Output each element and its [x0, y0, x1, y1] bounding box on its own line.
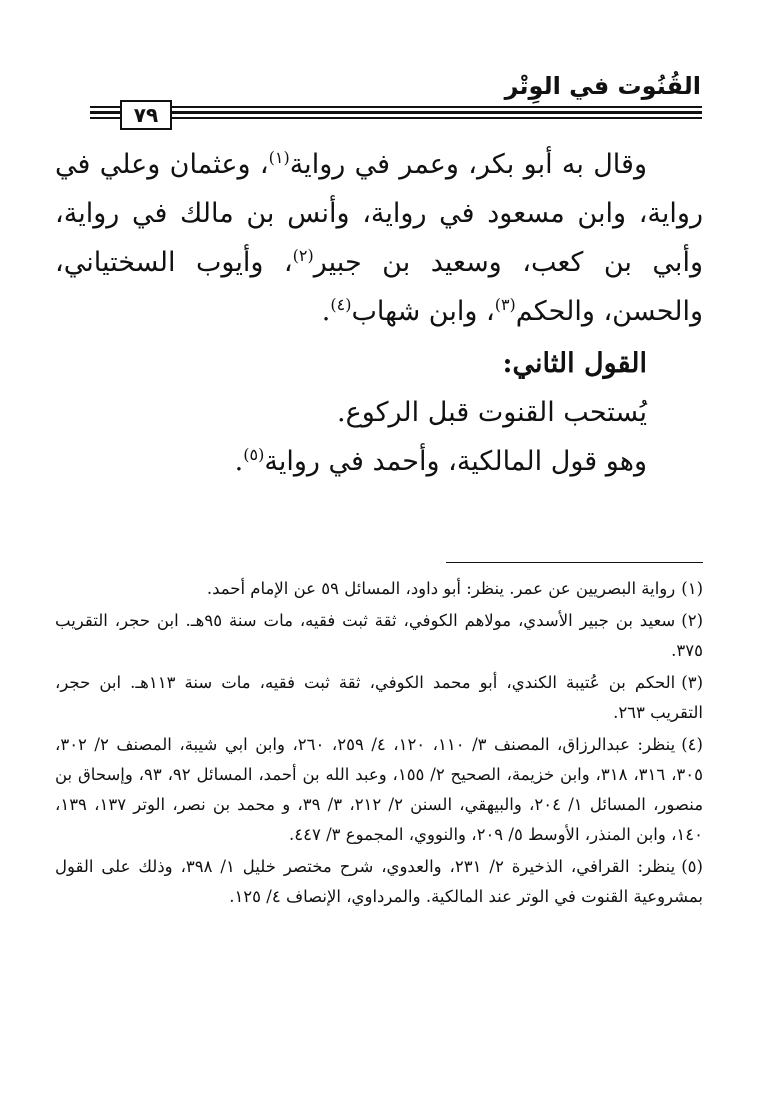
footnote-separator: [446, 562, 703, 563]
footnote-4: [55, 730, 703, 850]
footnote-ref-1[interactable]: (١): [268, 148, 290, 167]
footnote-ref-2[interactable]: (٢): [292, 246, 314, 265]
footnote-text: ينظر: القرافي، الذخيرة ٢/ ٢٣١، والعدوي، شرح مختصر خليل ١/ ٣٩٨، وذلك على القول بمشروعية القنوت في الوتر عند المالكية. والمرداوي، الإنصاف ٤/ ١٢٥.: [55, 857, 703, 906]
footnote-number: (٢): [681, 611, 703, 630]
opinion-two-supporters: [55, 437, 703, 486]
footnote-text: ينظر: عبدالرزاق، المصنف ٣/ ١١٠، ١٢٠، ٤/ ٢٥٩، ٢٦٠، وابن ابي شيبة، المصنف ٢/ ٣٠٢، ٣٠٥، ٣١٦، ٣١٨، وابن خزيمة، الصحيح ٢/ ١٥٥، وعبد الله بن أحمد، المسائل ٩٢، ٩٣، وإسحاق بن منصور، المسائل ١/ ٢٠٤، والبيهقي، السنن ٢/ ٢١٢، ٣/ ٣٩، و محمد بن نصر، الوتر ١٣٧، ١٣٩، ١٤٠، وابن المنذر، الأوسط ٥/ ٢٠٩، والنووي، المجموع ٣/ ٤٤٧.: [55, 735, 704, 844]
text-run: ، وعثمان وعلي في رواية، وابن مسعود في رواية، وأنس بن مالك في رواية، وأبي بن كعب، وسعيد بن جبير: [55, 149, 703, 278]
header-rule-line: [90, 111, 702, 114]
footnote-text: سعيد بن جبير الأسدي، مولاهم الكوفي، ثقة ثبت فقيه، مات سنة ٩٥هـ. ابن حجر، التقريب ٣٧٥.: [55, 611, 703, 660]
footnote-number: (١): [681, 579, 703, 598]
text-run: .: [234, 446, 244, 477]
paragraph-opinion-one-supporters: [55, 140, 703, 336]
text-run: وهو قول المالكية، وأحمد في رواية: [264, 446, 647, 477]
footnote-3: [55, 668, 703, 728]
header-rule-line: [90, 106, 702, 108]
footnote-ref-4[interactable]: (٤): [330, 295, 352, 314]
text-run: ، وابن شهاب: [351, 296, 495, 327]
text-run: .: [321, 296, 331, 327]
running-header-title: القُنُوت في الوِتْر: [504, 72, 701, 100]
footnote-number: (٣): [681, 673, 703, 692]
section-heading: القول الثاني:: [502, 348, 647, 379]
footnote-1: [55, 574, 703, 604]
header-rule-line: [90, 117, 702, 119]
text-run: وقال به أبو بكر، وعمر في رواية: [289, 149, 647, 180]
text-run: ، وأيوب السختياني، والحسن، والحكم: [55, 247, 703, 327]
footnotes: [55, 574, 703, 914]
footnote-ref-5[interactable]: (٥): [243, 445, 265, 464]
footnote-text: رواية البصريين عن عمر. ينظر: أبو داود، المسائل ٥٩ عن الإمام أحمد.: [206, 579, 676, 598]
footnote-2: [55, 606, 703, 666]
page-number: ٧٩: [120, 100, 172, 130]
footnote-5: [55, 852, 703, 912]
opinion-two-statement: يُستحب القنوت قبل الركوع.: [337, 397, 647, 428]
main-text: [55, 140, 703, 486]
footnote-ref-3[interactable]: (٣): [494, 295, 516, 314]
footnote-number: (٤): [681, 735, 703, 754]
footnote-text: الحكم بن عُتيبة الكندي، أبو محمد الكوفي، ثقة ثبت فقيه، مات سنة ١١٣هـ. ابن حجر، التقريب ٢٦٣.: [55, 673, 703, 722]
header-rule: [90, 104, 702, 126]
footnote-number: (٥): [681, 857, 703, 876]
